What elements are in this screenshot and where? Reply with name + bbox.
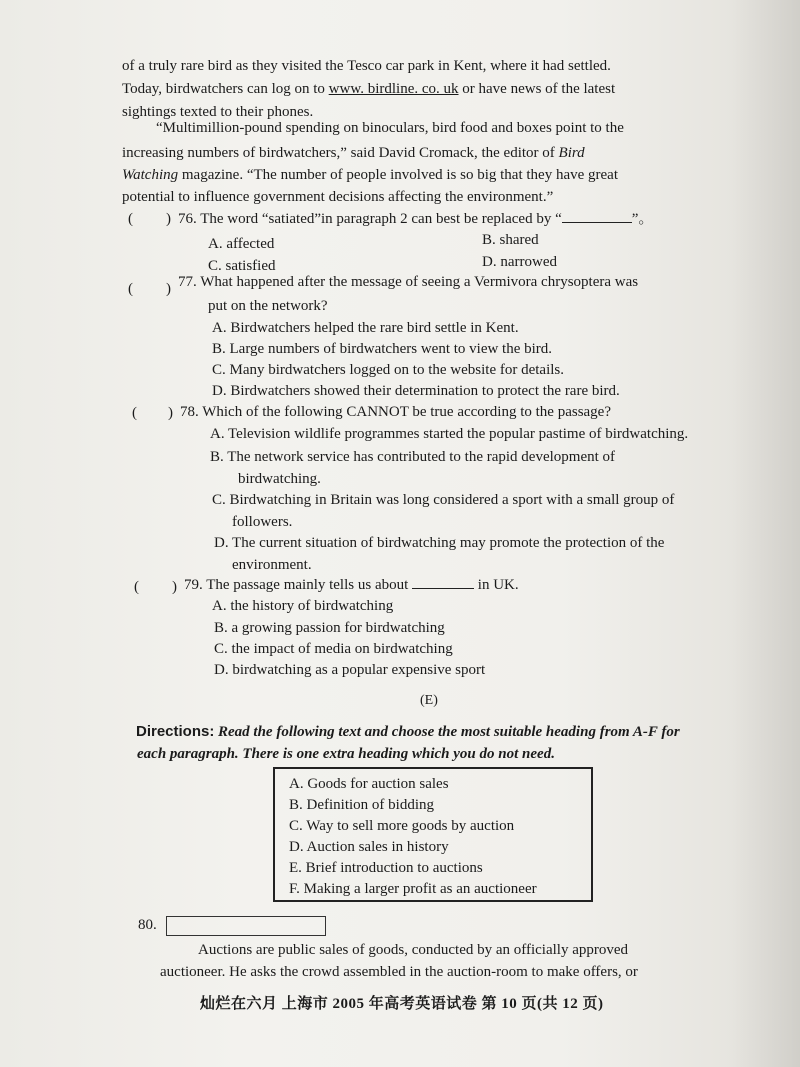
passage-line-2-text: Today, birdwatchers can log on to [122,81,325,97]
q79-option-d[interactable]: D. birdwatching as a popular expensive sport [214,662,486,678]
magazine-title-part1: Bird [558,145,585,161]
magazine-title-part2: Watching [122,167,179,183]
q78-answer-paren-open[interactable]: ( [132,405,137,421]
passage-line-1: of a truly rare bird as they visited the Tesco car park in Kent, where it had settled. [122,58,611,74]
q80-label: 80. [138,917,157,933]
q78-option-c-line-1[interactable]: C. Birdwatching in Britain was long considered a sport with a small group of [212,492,675,508]
directions-text-line-1: Read the following text and choose the most suitable heading from A-F for [218,724,680,740]
q79-answer-paren-close: ) [172,579,177,595]
q79-stem-text: 79. The passage mainly tells us about [184,577,409,593]
q76-option-c[interactable]: C. satisfied [208,258,276,274]
section-e-label: (E) [420,693,438,708]
passage-line-3: sightings texted to their phones. [122,104,314,120]
q79-option-b[interactable]: B. a growing passion for birdwatching [214,620,445,636]
directions-label: Directions: [136,723,215,740]
heading-option-c: C. Way to sell more goods by auction [289,818,515,834]
q76-stem-end: ”。 [631,211,654,227]
q79-stem-end: in UK. [477,577,519,593]
q79-stem [184,574,519,596]
q78-option-d-line-2: environment. [232,557,312,573]
q77-option-d[interactable]: D. Birdwatchers showed their determination to protect the rare bird. [212,383,620,399]
q77-option-a[interactable]: A. Birdwatchers helped the rare bird settle in Kent. [212,320,519,336]
paragraph-line-2: auctioneer. He asks the crowd assembled in the auction-room to make offers, or [160,964,638,980]
q77-option-c[interactable]: C. Many birdwatchers logged on to the website for details. [212,362,565,378]
page-footer: 灿烂在六月 上海市 2005 年高考英语试卷 第 10 页(共 12 页) [200,996,604,1012]
headings-box [273,767,593,902]
q76-option-d[interactable]: D. narrowed [482,254,557,270]
q76-blank[interactable] [562,208,632,223]
q76-stem [178,208,653,230]
q78-answer-paren-close: ) [168,405,173,421]
passage-line-2 [122,78,615,100]
q76-answer-paren-close: ) [166,211,171,227]
q76-option-a[interactable]: A. affected [208,236,275,252]
q78-option-b-line-1[interactable]: B. The network service has contributed to the rapid development of [210,449,616,465]
passage-line-6-text: magazine. “The number of people involved is so big that they have great [181,167,618,183]
q78-option-c-line-2: followers. [232,514,293,530]
q78-stem: 78. Which of the following CANNOT be true according to the passage? [180,404,612,420]
passage-line-6 [122,164,618,186]
q77-option-b[interactable]: B. Large numbers of birdwatchers went to view the bird. [212,341,553,357]
page-edge-shadow [730,0,800,1067]
passage-line-2-text-end: or have news of the latest [462,81,616,97]
q77-answer-paren-close: ) [166,281,171,297]
q79-option-c[interactable]: C. the impact of media on birdwatching [214,641,453,657]
q79-option-a[interactable]: A. the history of birdwatching [212,598,394,614]
heading-option-e: E. Brief introduction to auctions [289,860,483,876]
heading-option-b: B. Definition of bidding [289,797,434,813]
q78-option-d-line-1[interactable]: D. The current situation of birdwatching may promote the protection of the [214,535,665,551]
passage-line-4: “Multimillion-pound spending on binoculars, bird food and boxes point to the [156,120,624,136]
q77-stem-line-1: 77. What happened after the message of seeing a Vermivora chrysoptera was [178,274,639,290]
directions-text-line-2: each paragraph. There is one extra heading which you do not need. [137,746,555,762]
q78-option-b-line-2: birdwatching. [238,471,321,487]
q77-stem-line-2: put on the network? [208,298,328,314]
passage-line-7: potential to influence government decisions affecting the environment.” [122,189,554,205]
paragraph-line-1: Auctions are public sales of goods, conducted by an officially approved [198,942,629,958]
passage-line-5 [122,142,585,164]
heading-option-d: D. Auction sales in history [289,839,449,855]
q78-option-a[interactable]: A. Television wildlife programmes started the popular pastime of birdwatching. [210,426,689,442]
q79-answer-paren-open[interactable]: ( [134,579,139,595]
q76-option-b[interactable]: B. shared [482,232,539,248]
heading-option-f: F. Making a larger profit as an auctioneer [289,881,537,897]
heading-option-a: A. Goods for auction sales [289,776,449,792]
q80-answer-box[interactable] [166,916,326,936]
q79-blank[interactable] [412,574,474,589]
q76-stem-text: 76. The word “satiated”in paragraph 2 can best be replaced by “ [178,211,562,227]
birdline-url[interactable]: www. birdline. co. uk [328,81,459,97]
q77-answer-paren-open[interactable]: ( [128,281,133,297]
passage-line-5-text: increasing numbers of birdwatchers,” said David Cromack, the editor of [122,145,555,161]
q76-answer-paren-open[interactable]: ( [128,211,133,227]
